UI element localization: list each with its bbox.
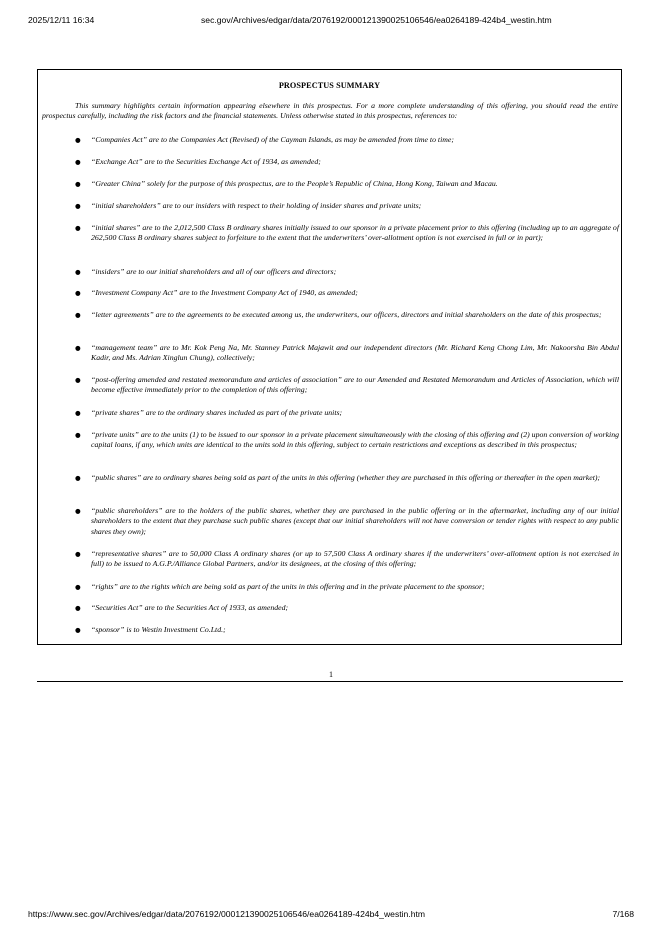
definition-text: “Greater China” solely for the purpose of this prospectus, are to the People’s Republic of China, Hong Kong, Taiwan and Macau.	[91, 179, 498, 188]
definition-text: “Securities Act” are to the Securities Act of 1933, as amended;	[91, 603, 289, 612]
definition-text: “insiders” are to our initial shareholders and all of our officers and directors;	[91, 267, 337, 276]
bullet-icon: ●	[75, 311, 81, 319]
bullet-icon: ●	[75, 289, 81, 297]
definition-text: “initial shares” are to the 2,012,500 Class B ordinary shares initially issued to our sponsor in a private placement prior to this offering (including up to an aggregate of 262,500 Class B ordinary shares subject to forfeiture to the extent that the underwriters’ over-allotment option is not exercised in full or in part);	[91, 223, 619, 243]
bullet-icon: ●	[75, 376, 81, 384]
print-page-count: 7/168	[612, 909, 634, 919]
print-url: https://www.sec.gov/Archives/edgar/data/2076192/000121390025106546/ea0264189-424b4_westin.htm	[28, 909, 426, 919]
print-footer	[0, 909, 662, 921]
section-title: PROSPECTUS SUMMARY	[278, 81, 381, 90]
definition-text: “Companies Act” are to the Companies Act (Revised) of the Cayman Islands, as may be amended from time to time;	[91, 135, 454, 144]
definition-text: “management team” are to Mr. Kok Peng Na, Mr. Stanney Patrick Majawit and our independent directors (Mr. Richard Keng Chong Lim, Mr. Nakoorsha Bin Abdul Kadir, and Ms. Adrian Xinglun Chung), collectively;	[91, 343, 619, 363]
bullet-icon: ●	[75, 604, 81, 612]
definition-text: “public shareholders” are to the holders of the public shares, whether they are purchased in the public offering or in the aftermarket, including any of our initial shareholders to the extent that they purchase such public shares (except that our initial shareholders will not have conversion or tender rights with respect to any public shares they own);	[91, 506, 619, 536]
bullet-icon: ●	[75, 136, 81, 144]
definition-text: “Investment Company Act” are to the Investment Company Act of 1940, as amended;	[91, 288, 358, 297]
print-page-title: sec.gov/Archives/edgar/data/2076192/000121390025106546/ea0264189-424b4_westin.htm	[201, 15, 552, 25]
print-header	[0, 15, 662, 27]
bullet-icon: ●	[75, 474, 81, 482]
definition-text: “sponsor” is to Westin Investment Co.Ltd.;	[91, 625, 226, 634]
definition-text: “rights” are to the rights which are being sold as part of the units in this offering and in the private placement to the sponsor;	[91, 582, 485, 591]
definition-text: “Exchange Act” are to the Securities Exchange Act of 1934, as amended;	[91, 157, 321, 166]
bullet-icon: ●	[75, 583, 81, 591]
bullet-icon: ●	[75, 626, 81, 634]
bullet-icon: ●	[75, 550, 81, 558]
print-datetime: 2025/12/11 16:34	[28, 15, 95, 25]
definition-text: “representative shares” are to 50,000 Class A ordinary shares (or up to 57,500 Class A ordinary shares if the underwriters’ over-allotment option is not exercised in full) to be issued to A.G.P./Alliance Global Partners, and/or its designees, at the closing of this offering;	[91, 549, 619, 569]
bullet-icon: ●	[75, 344, 81, 352]
definition-text: “post-offering amended and restated memorandum and articles of association” are to our Amended and Restated Memorandum and Articles of Association, which will become effective immediately prior to the completion of this offering;	[91, 375, 619, 395]
bullet-icon: ●	[75, 180, 81, 188]
page-number: 1	[329, 670, 333, 679]
page-divider	[37, 681, 623, 682]
bullet-icon: ●	[75, 224, 81, 232]
bullet-icon: ●	[75, 268, 81, 276]
prospectus-summary-box	[37, 69, 622, 645]
bullet-icon: ●	[75, 431, 81, 439]
definition-text: “public shares” are to ordinary shares being sold as part of the units in this offering (whether they are purchased in this offering or thereafter in the open market);	[91, 473, 601, 482]
definition-text: “private shares” are to the ordinary shares included as part of the private units;	[91, 408, 343, 417]
definition-text: “initial shareholders” are to our insiders with respect to their holding of insider shares and private units;	[91, 201, 422, 210]
bullet-icon: ●	[75, 202, 81, 210]
intro-paragraph: This summary highlights certain information appearing elsewhere in this prospectus. For a more complete understanding of this offering, you should read the entire prospectus carefully, including the risk factors and the financial statements. Unless otherwise stated in this prospectus, references to:	[42, 101, 618, 121]
bullet-icon: ●	[75, 507, 81, 515]
definition-text: “private units” are to the units (1) to be issued to our sponsor in a private placement simultaneously with the closing of this offering and (2) upon conversion of working capital loans, if any, which units are identical to the units sold in this offering, subject to certain restrictions and exceptions as described in this prospectus;	[91, 430, 619, 450]
bullet-icon: ●	[75, 409, 81, 417]
bullet-icon: ●	[75, 158, 81, 166]
definition-text: “letter agreements” are to the agreements to be executed among us, the underwriters, our officers, directors and initial shareholders on the date of this prospectus;	[91, 310, 602, 319]
